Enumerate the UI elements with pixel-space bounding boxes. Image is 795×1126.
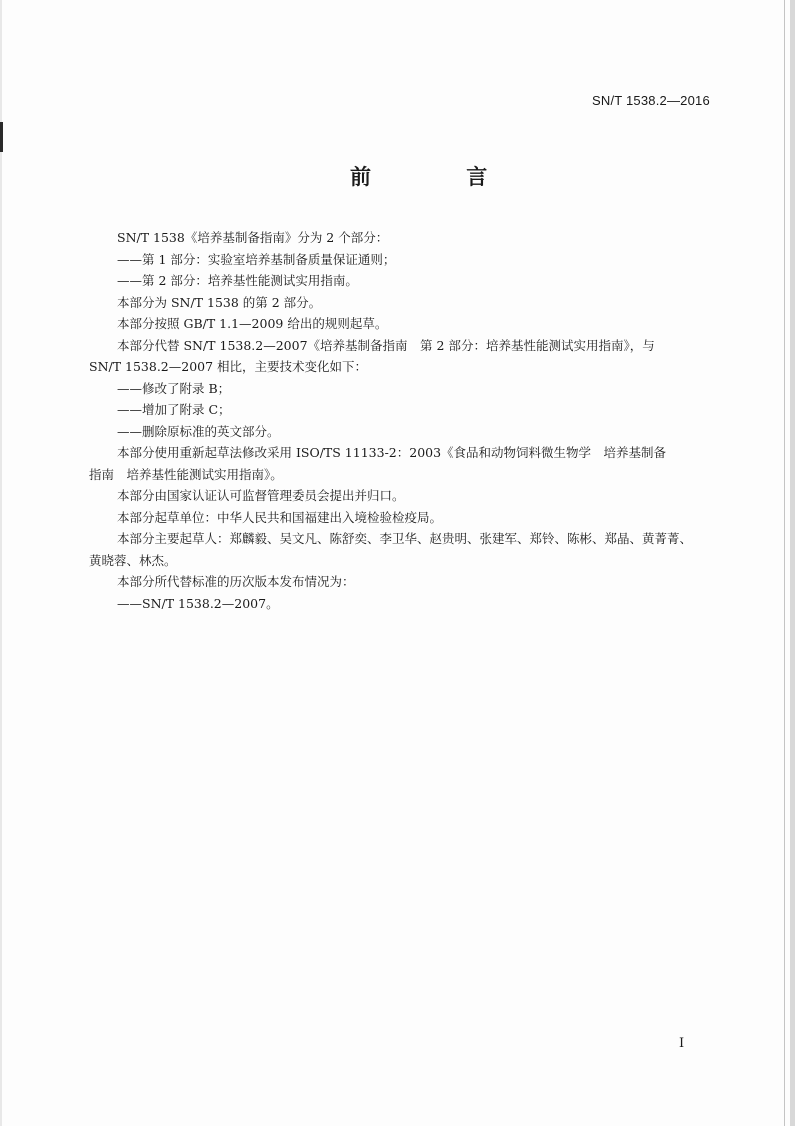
paragraph-line: 黄晓蓉、林杰。 — [89, 552, 177, 568]
paragraph-line: SN/T 1538《培养基制备指南》分为 2 个部分： — [117, 230, 389, 245]
paragraph-line: 本部分按照 GB/T 1.1—2009 给出的规则起草。 — [117, 316, 388, 331]
foreword-body — [89, 227, 709, 614]
paragraph-line: ——SN/T 1538.2—2007。 — [117, 595, 279, 611]
paragraph-line: ——增加了附录 C； — [117, 402, 231, 417]
paragraph-line: 本部分代替 SN/T 1538.2—2007《培养基制备指南 第 2 部分：培养基性能测试实用指南》，与 — [117, 337, 655, 353]
paragraph-line: 本部分由国家认证认可监督管理委员会提出并归口。 — [117, 488, 405, 503]
paragraph-line: 指南 培养基性能测试实用指南》。 — [89, 466, 283, 482]
scan-mark — [0, 122, 3, 152]
paragraph-line: 本部分起草单位：中华人民共和国福建出入境检验检疫局。 — [117, 509, 443, 525]
document-code: SN/T 1538.2—2016 — [592, 93, 710, 108]
paragraph-line: 本部分主要起草人：郑麟毅、吴文凡、陈舒奕、李卫华、赵贵明、张建军、郑铃、陈彬、郑晶、黄菁菁、 — [117, 531, 693, 546]
scan-edge-right — [790, 0, 795, 1126]
paragraph-line: ——第 2 部分：培养基性能测试实用指南。 — [117, 273, 358, 288]
paragraph-line: 本部分使用重新起草法修改采用 ISO/TS 11133-2：2003《食品和动物饲料微生物学 培养基制备 — [117, 445, 667, 460]
paragraph-line: ——删除原标准的英文部分。 — [117, 423, 280, 439]
paragraph-line: 本部分所代替标准的历次版本发布情况为： — [117, 574, 355, 589]
page-title: 前 言 — [350, 165, 532, 189]
paragraph-line: ——修改了附录 B； — [117, 380, 231, 396]
page-number: I — [679, 1036, 685, 1051]
paragraph-line: ——第 1 部分：实验室培养基制备质量保证通则； — [117, 251, 396, 267]
paragraph-line: SN/T 1538.2—2007 相比，主要技术变化如下： — [89, 359, 368, 374]
scan-edge-right-line — [784, 0, 785, 1126]
paragraph-line: 本部分为 SN/T 1538 的第 2 部分。 — [117, 294, 322, 310]
scan-edge-left — [0, 0, 2, 1126]
